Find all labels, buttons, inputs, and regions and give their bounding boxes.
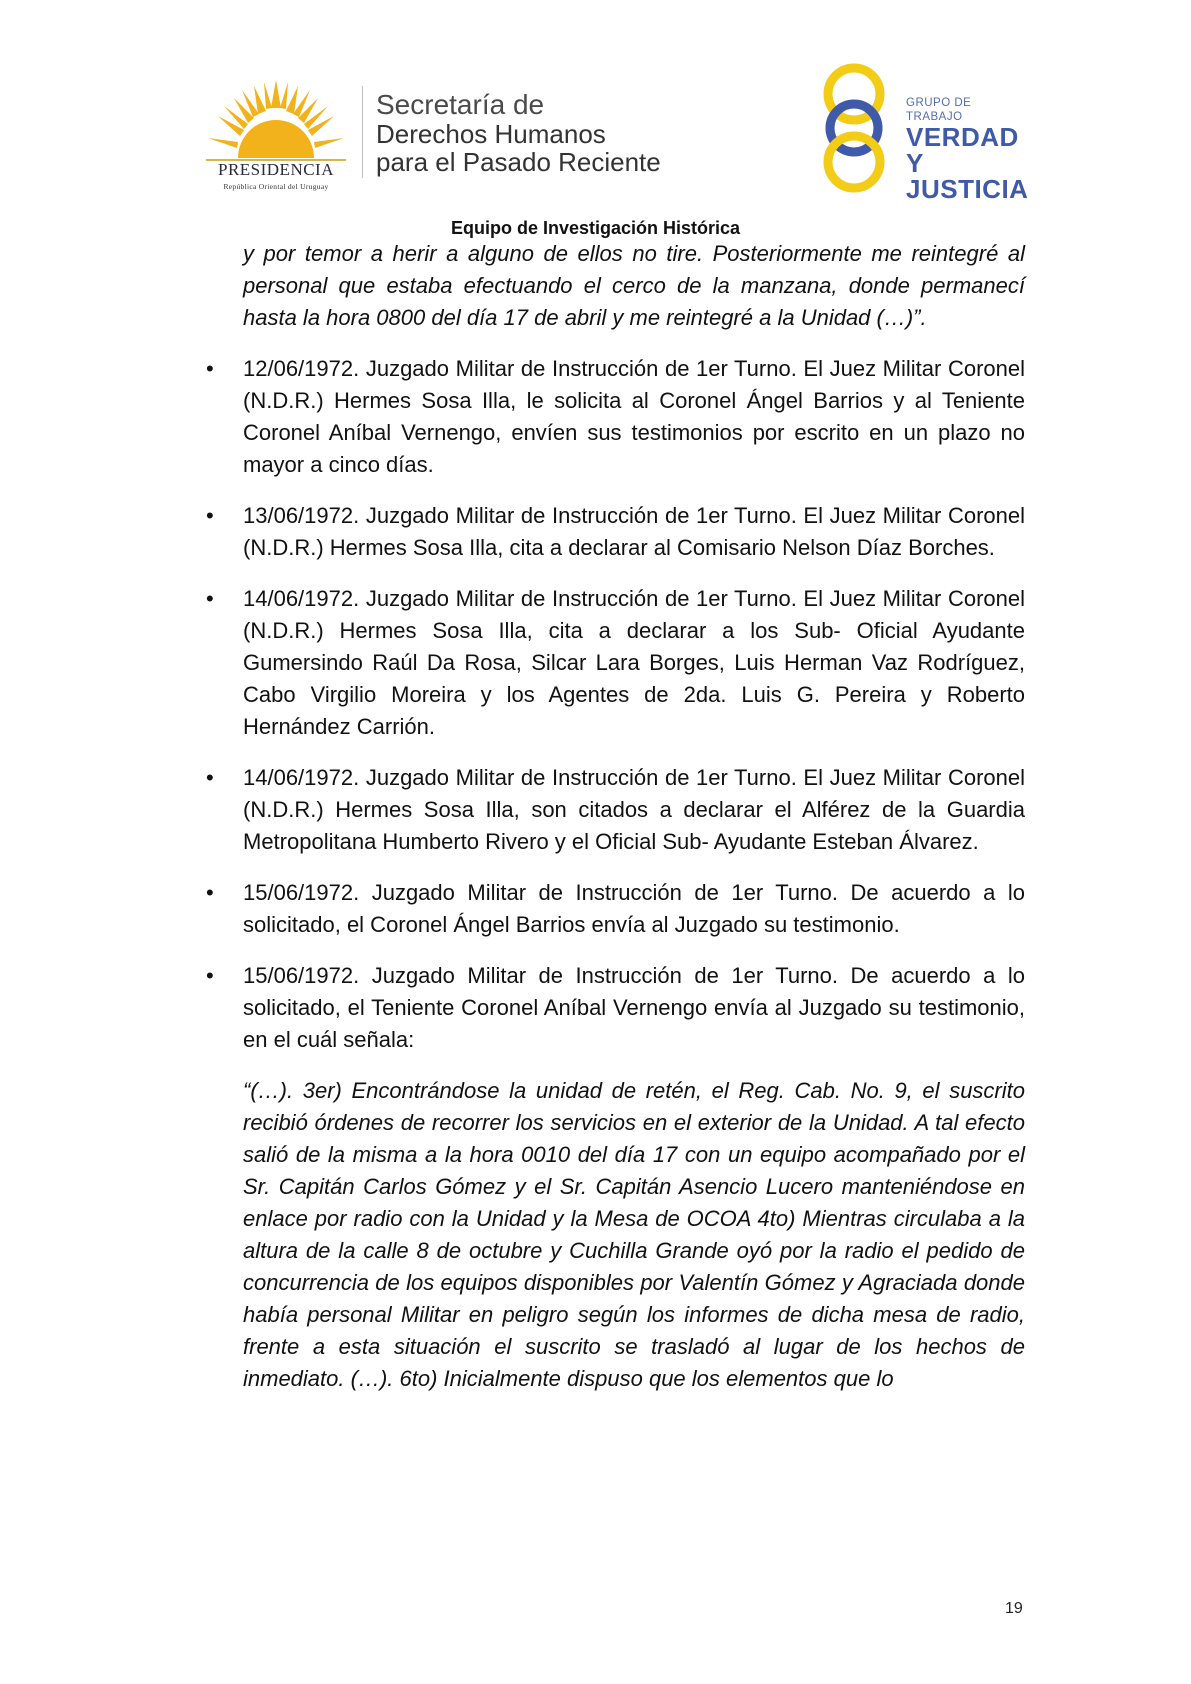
intro-quote: y por temor a herir a alguno de ellos no tire. Posteriormente me reintegré al personal que estaba efectuando el cerco de la manzana, donde permanecí hasta la hora 0800 del día 17 de abril y me reintegré a la Unidad (…)”. [243, 241, 1025, 330]
list-item-text: 15/06/1972. Juzgado Militar de Instrucción de 1er Turno. De acuerdo a lo solicitado, el Teniente Coronel Aníbal Vernengo envía al Juzgado su testimonio, en el cuál señala: [243, 963, 1025, 1052]
secretariat-line-1: Secretaría de [376, 89, 545, 120]
header-divider [362, 86, 363, 178]
list-item-text: 13/06/1972. Juzgado Militar de Instrucción de 1er Turno. El Juez Militar Coronel (N.D.R.) Hermes Sosa Illa, cita a declarar al Comisario Nelson Díaz Borches. [243, 503, 1025, 560]
list-item-text: 15/06/1972. Juzgado Militar de Instrucción de 1er Turno. De acuerdo a lo solicitado, el Coronel Ángel Barrios envía al Juzgado su testimonio. [243, 880, 1025, 937]
presidencia-name: PRESIDENCIA [217, 160, 334, 179]
bullet: • [206, 356, 214, 381]
bullet: • [206, 503, 214, 528]
page-header [0, 0, 1191, 220]
secretariat-title [376, 90, 661, 176]
verdad-label: VERDAD Y [906, 122, 1019, 178]
bullet: • [206, 880, 214, 905]
list-item-text: 12/06/1972. Juzgado Militar de Instrucción de 1er Turno. El Juez Militar Coronel (N.D.R.) Hermes Sosa Illa, le solicita al Coronel Ángel Barrios y al Teniente Coronel Aníbal Vernengo, envíen sus testimonios por escrito en un plazo no mayor a cinco días. [243, 356, 1025, 477]
bullet: • [206, 963, 214, 988]
presidencia-subtitle: República Oriental del Uruguay [223, 182, 329, 191]
list-item [206, 762, 1025, 858]
list-item-text: 14/06/1972. Juzgado Militar de Instrucción de 1er Turno. El Juez Militar Coronel (N.D.R.) Hermes Sosa Illa, son citados a declarar el Alférez de la Guardia Metropolitana Humberto Rivero y el Oficial Sub- Ayudante Esteban Álvarez. [243, 765, 1025, 854]
list-item [206, 500, 1025, 564]
document-body [206, 238, 1025, 1395]
bullet: • [206, 765, 214, 790]
team-title: Equipo de Investigación Histórica [450, 218, 741, 238]
list-item [206, 353, 1025, 481]
presidencia-logo [196, 78, 356, 191]
list-item [206, 583, 1025, 743]
working-group-label: GRUPO DE TRABAJO [906, 97, 972, 123]
list-item [206, 960, 1025, 1056]
list-item [206, 877, 1025, 941]
page-number: 19 [1005, 1600, 1023, 1617]
secretariat-line-3: para el Pasado Reciente [376, 147, 661, 177]
testimony-quote: “(…). 3er) Encontrándose la unidad de retén, el Reg. Cab. No. 9, el suscrito recibió órdenes de recorrer los servicios en el exterior de la Unidad. A tal efecto salió de la misma a la hora 0010 del día 17 con un equipo acompañado por el Sr. Capitán Carlos Gómez y el Sr. Capitán Asencio Lucero manteniéndose en enlace por radio con la Unidad y la Mesa de OCOA 4to) Mientras circulaba a la altura de la calle 8 de octubre y Cuchilla Grande oyó por la radio el pedido de concurrencia de los equipos disponibles por Valentín Gómez y Agraciada donde había personal Militar en peligro según los informes de dicha mesa de radio, frente a esta situación el suscrito se trasladó al lugar de los hechos de inmediato. (…). 6to) Inicialmente dispuso que los elementos que lo [243, 1078, 1025, 1391]
sun-icon [196, 78, 356, 162]
secretariat-line-2: Derechos Humanos [376, 119, 606, 149]
working-group-text [906, 96, 1030, 202]
justicia-label: JUSTICIA [906, 174, 1029, 204]
bullet: • [206, 586, 214, 611]
interlocked-rings-icon [810, 62, 898, 194]
list-item-text: 14/06/1972. Juzgado Militar de Instrucción de 1er Turno. El Juez Militar Coronel (N.D.R.) Hermes Sosa Illa, cita a declarar a los Sub- Oficial Ayudante Gumersindo Raúl Da Rosa, Silcar Lara Borges, Luis Herman Vaz Rodríguez, Cabo Virgilio Moreira y los Agentes de 2da. Luis G. Pereira y Roberto Hernández Carrión. [243, 586, 1025, 739]
verdad-justicia-logo [810, 62, 1030, 204]
